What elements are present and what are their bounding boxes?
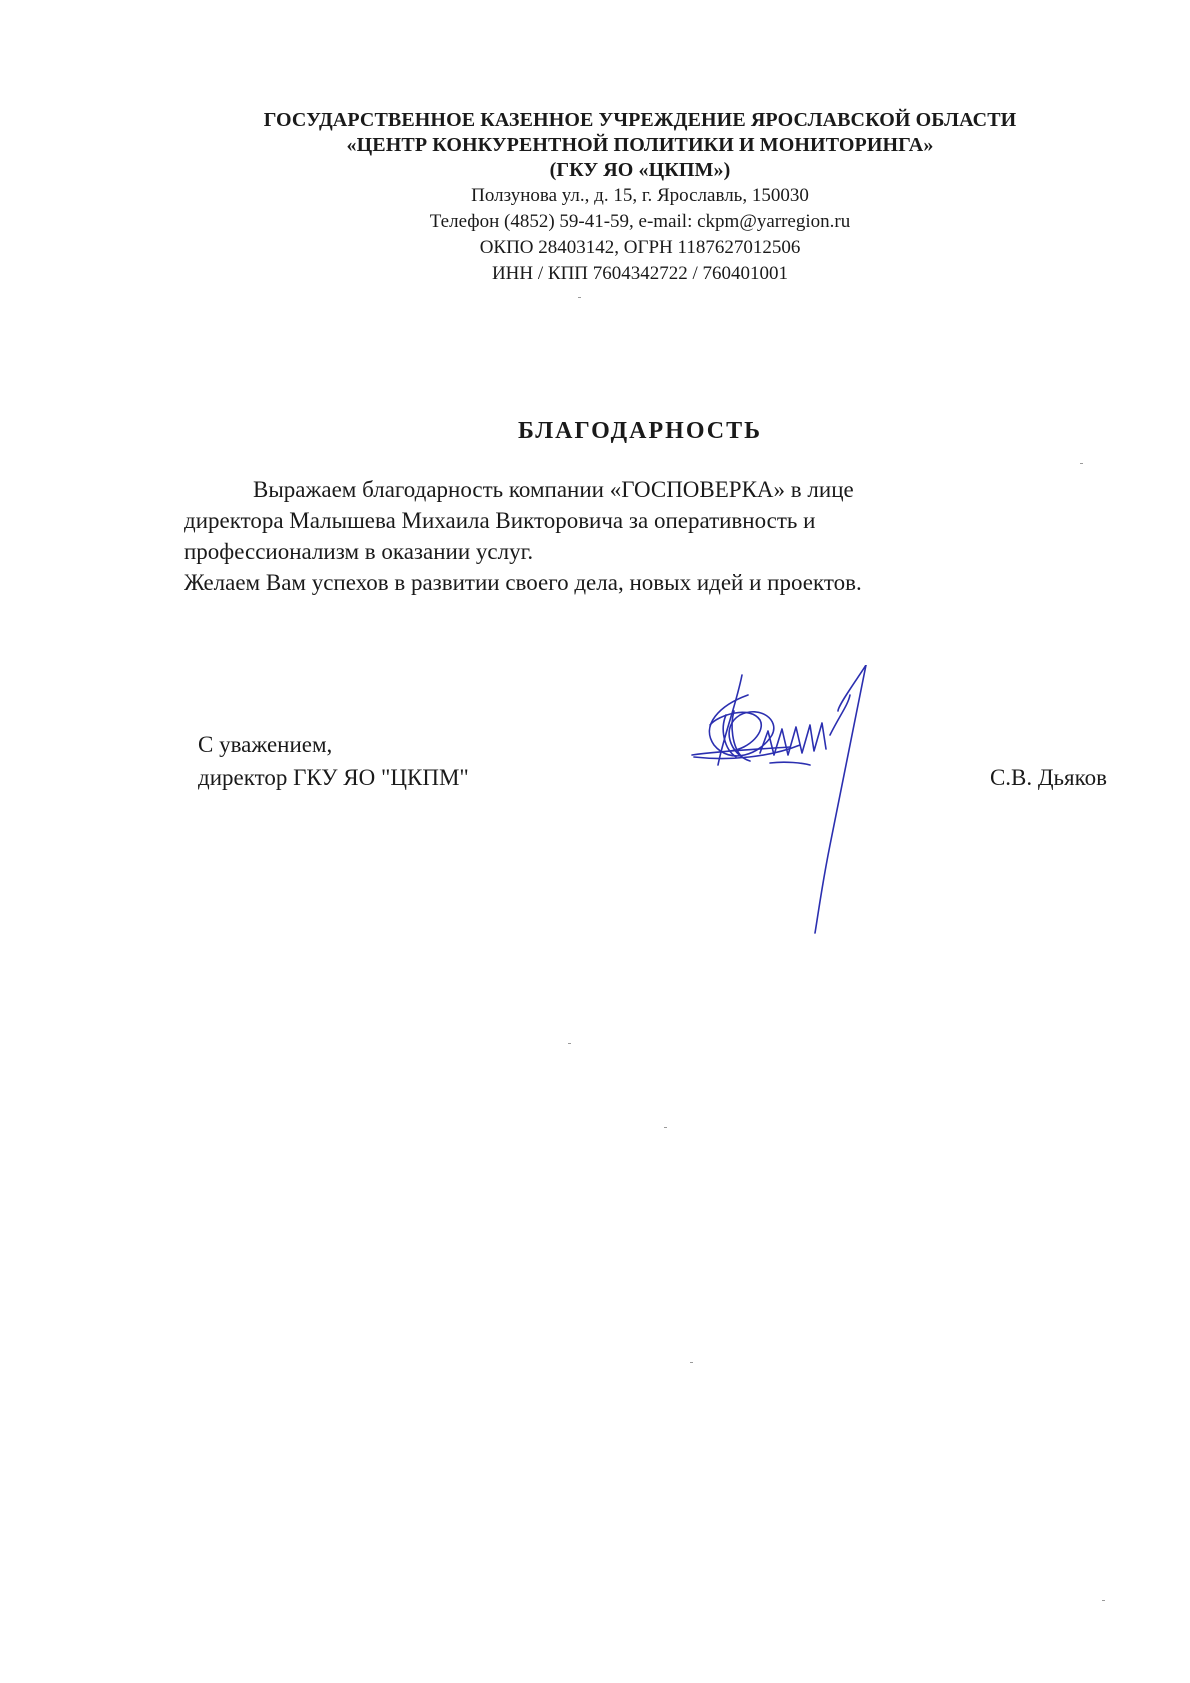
letter-body (184, 474, 1099, 598)
closing-regards: С уважением, (198, 732, 333, 757)
paragraph-1-line-1: Выражаем благодарность компании «ГОСПОВЕРКА» в лице (253, 477, 854, 502)
letter-title: БЛАГОДАРНОСТЬ (518, 418, 762, 444)
paragraph-1-line-3: профессионализм в оказании услуг. (184, 539, 534, 564)
scan-speck (1102, 1600, 1105, 1601)
org-name-line-2: «ЦЕНТР КОНКУРЕНТНОЙ ПОЛИТИКИ И МОНИТОРИНГА» (346, 134, 934, 156)
paragraph-2: Желаем Вам успехов в развитии своего дела, новых идей и проектов. (184, 570, 862, 595)
signer-name: С.В. Дьяков (989, 765, 1107, 790)
handwritten-signature (690, 665, 920, 935)
letterhead (150, 108, 1130, 287)
scan-speck (664, 1127, 667, 1128)
scan-speck (690, 1362, 693, 1363)
org-abbreviation: (ГКУ ЯО «ЦКПМ») (549, 159, 731, 181)
org-address: Ползунова ул., д. 15, г. Ярославль, 150030 (471, 185, 809, 206)
closing-block (198, 728, 469, 794)
org-name-line-1: ГОСУДАРСТВЕННОЕ КАЗЕННОЕ УЧРЕЖДЕНИЕ ЯРОСЛАВСКОЙ ОБЛАСТИ (263, 109, 1017, 131)
scan-speck (568, 1043, 571, 1044)
signer-position: директор ГКУ ЯО "ЦКПМ" (198, 765, 469, 790)
paragraph-1-line-2: директора Малышева Михаила Викторовича за оперативность и (184, 508, 816, 533)
org-inn-kpp: ИНН / КПП 7604342722 / 760401001 (491, 263, 789, 284)
scan-speck (1080, 463, 1083, 464)
scan-speck (578, 297, 581, 298)
org-okpo-ogrn: ОКПО 28403142, ОГРН 1187627012506 (479, 237, 801, 258)
org-phone-email: Телефон (4852) 59-41-59, e-mail: ckpm@yarregion.ru (429, 211, 851, 232)
